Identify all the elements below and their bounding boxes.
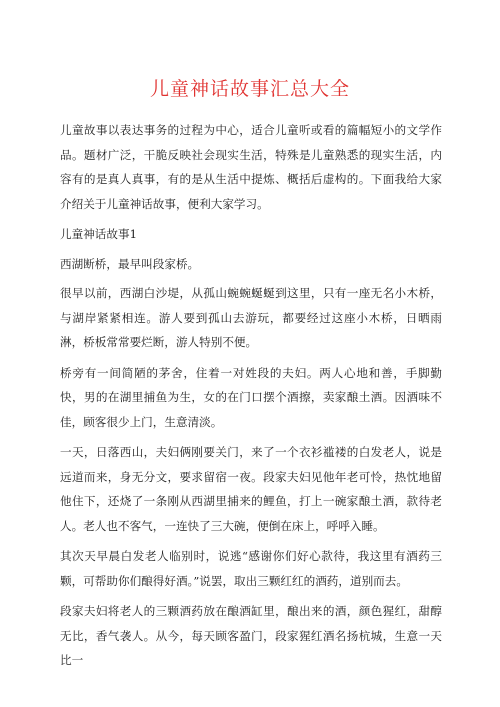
paragraph-old-man: 一天，日落西山，夫妇俩刚要关门，来了一个衣衫褴褛的白发老人，说是远道而来，身无分文，要求留宿一夜。段家夫妇见他年老可怜，热忱地留他住下，还烧了一条刚从西湖里捕来的鲤鱼，打上一碗家酿土酒，款待老人。老人也不客气，一连快了三大碗，便倒在床上，呼呼入睡。 (60, 445, 442, 533)
paragraph-broken-bridge: 西湖断桥，最早叫段家桥。 (60, 256, 200, 271)
paragraph-red-wine: 段家夫妇将老人的三颗酒药放在酿酒缸里，酿出来的酒，颜色猩红，甜醇无比，香气袭人。从今，每天顾客盈门，段家猩红酒名扬杭城，生意一天比一 (60, 604, 442, 667)
paragraph-couple: 桥旁有一间简陋的茅舍，住着一对姓段的夫妇。两人心地和善，手脚勤快，男的在湖里捕鱼为生，女的在门口摆个酒擦，卖家酿土酒。因酒味不佳，顾客很少上门，生意清淡。 (60, 365, 442, 429)
intro-paragraph: 儿童故事以表达事务的过程为中心，适合儿童听或看的篇幅短小的文学作品。题材广泛，干脆反映社会现实生活，特殊是儿童熟悉的现实生活，内容有的是真人真事，有的是从生活中提炼、概括后虚构的。下面我给大家介绍关于儿童神话故事，便利大家学习。 (60, 123, 442, 211)
paragraph-wine-yeast: 其次天早晨白发老人临别时，说逃“感谢你们好心款待，我这里有酒药三颗，可帮助你们酿得好酒。”说罢，取出三颗红红的酒药，道别而去。 (60, 549, 442, 588)
story-heading: 儿童神话故事1 (60, 227, 137, 241)
document-title: 儿童神话故事汇总大全 (149, 78, 350, 100)
document-body (60, 118, 442, 679)
paragraph-history: 很早以前，西湖白沙堤，从孤山蜿蜿蜒蜒到这里，只有一座无名小木桥，与湖岸紧紧相连。游人要到孤山去游玩，都要经过这座小木桥，日晒雨淋，桥板常常要烂断，游人特别不便。 (60, 286, 442, 349)
